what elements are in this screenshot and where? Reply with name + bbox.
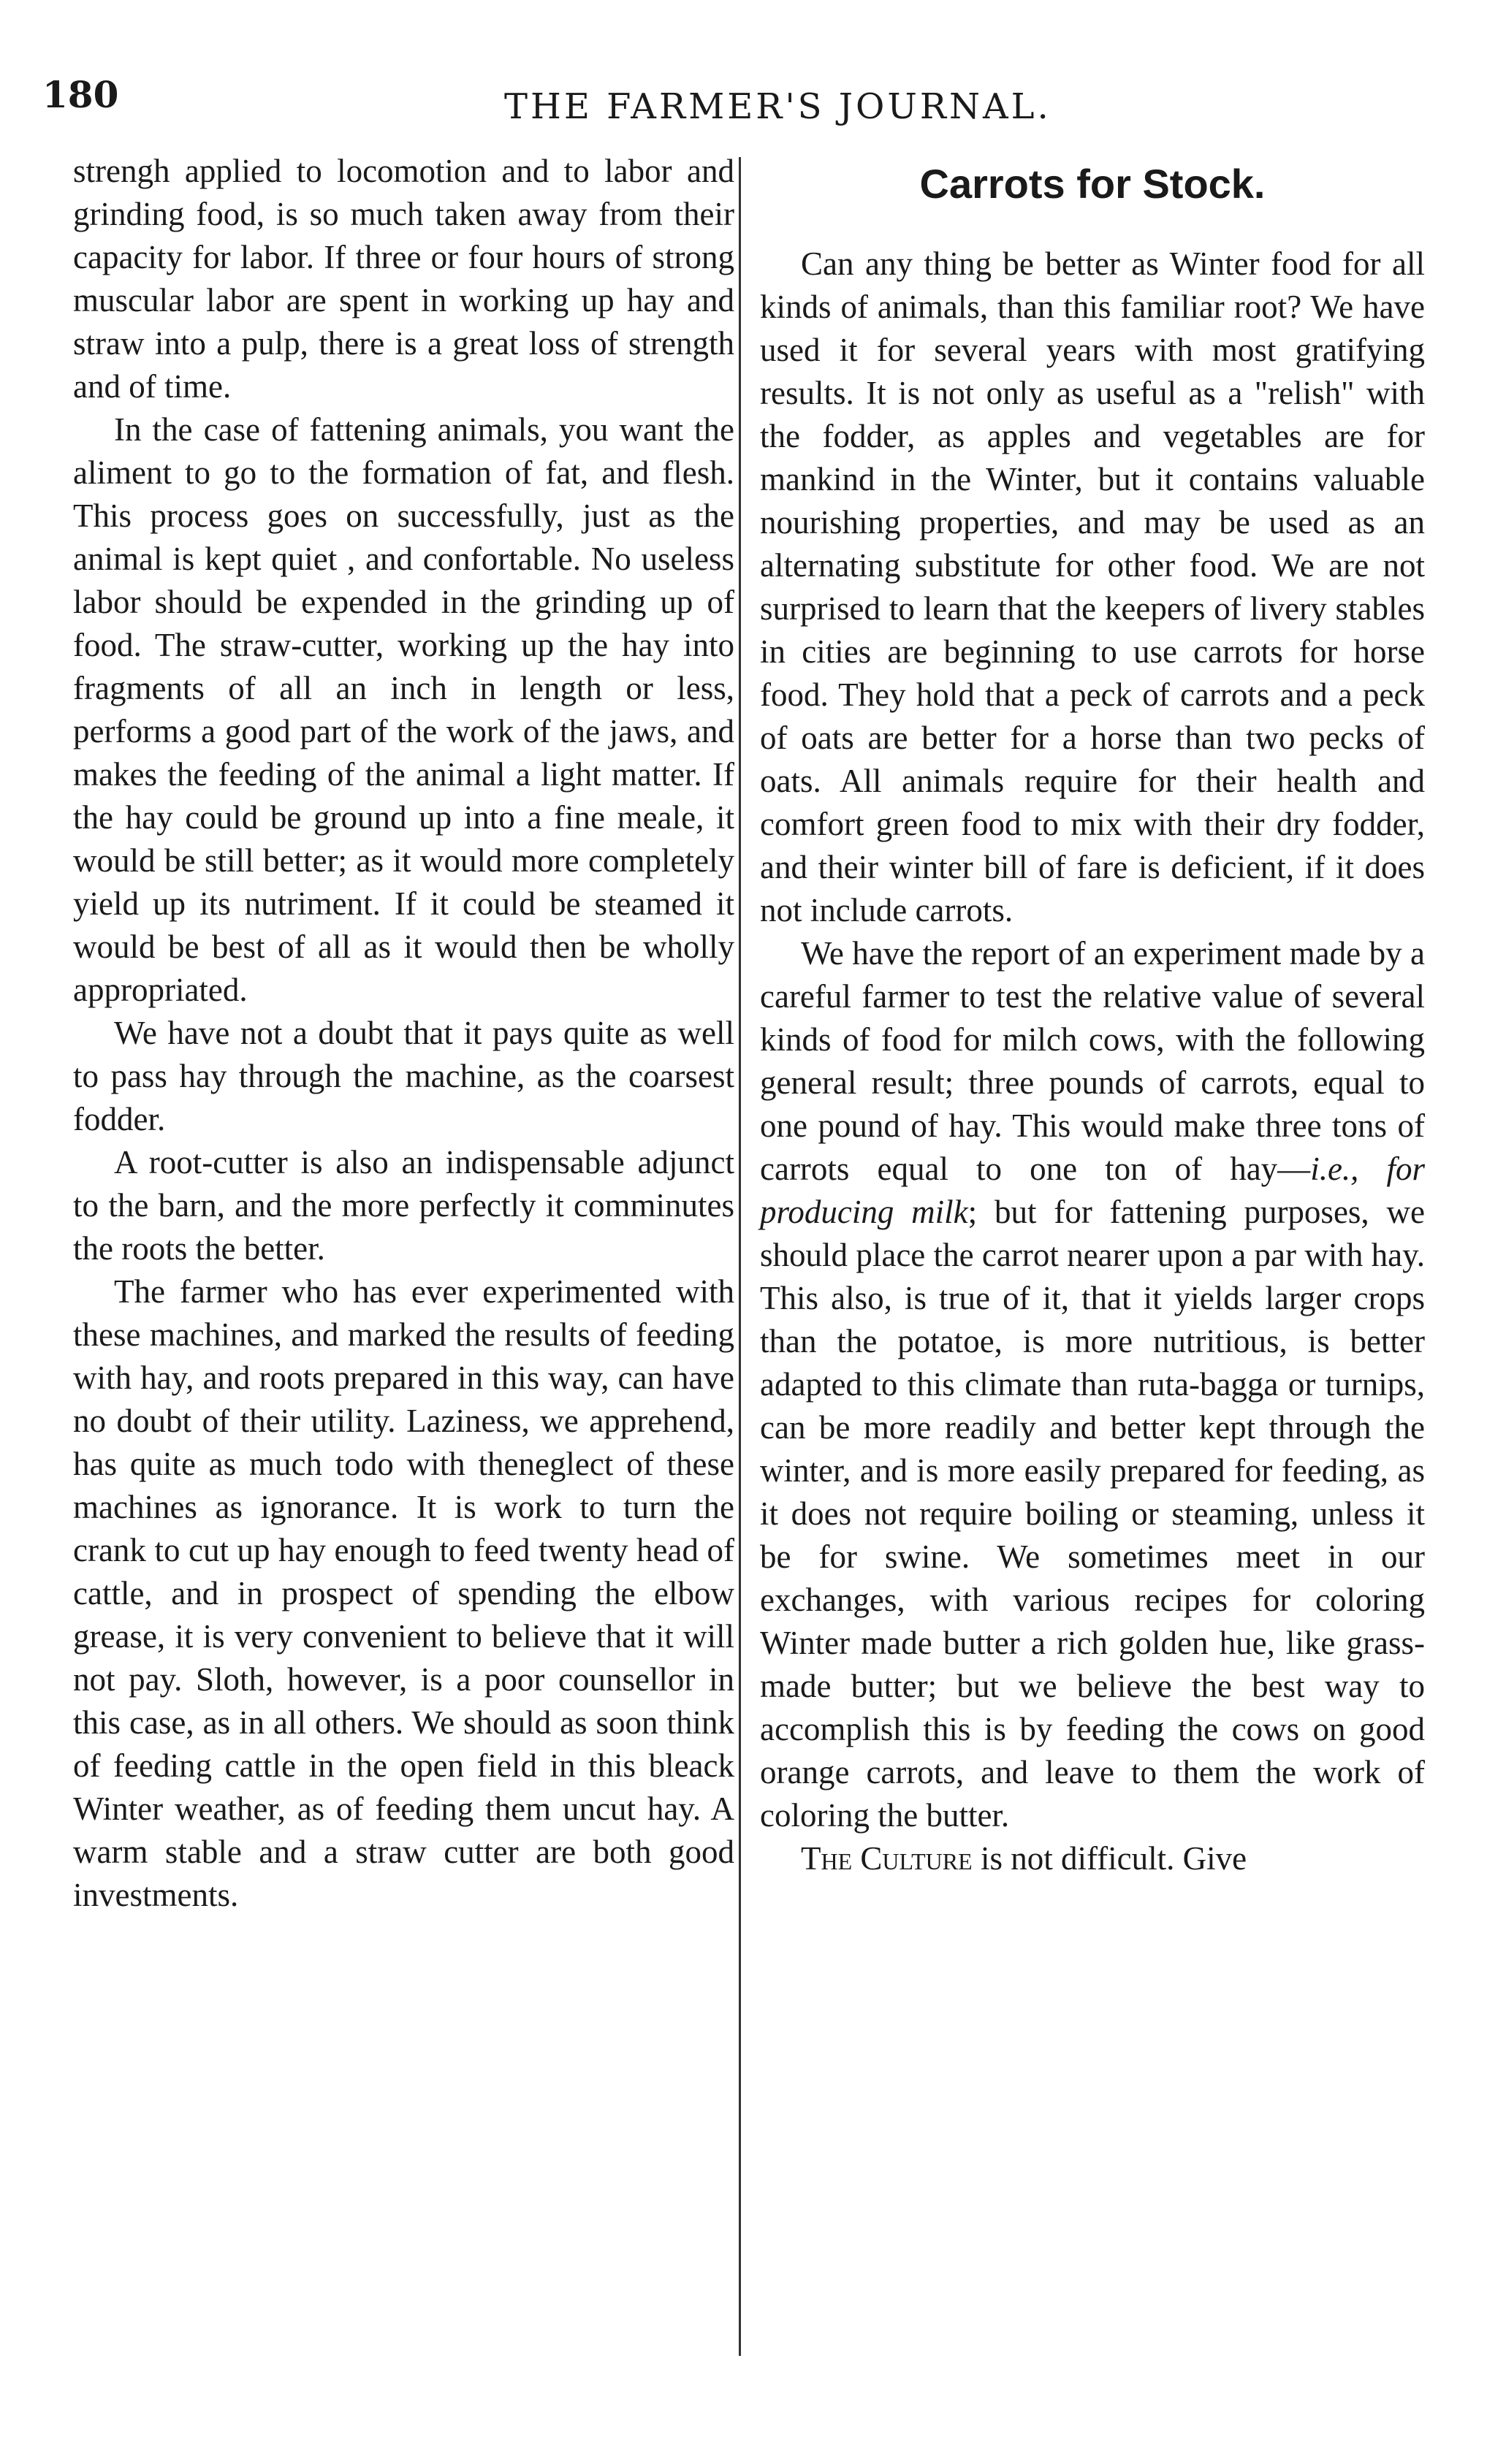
column-divider [739, 157, 741, 2356]
running-title: THE FARMER'S JOURNAL. [504, 86, 1051, 127]
left-paragraph-5: The farmer who has ever experimented with these machines, and marked the results of feeding with hay, and roots prepared in this way, can have no doubt of their utility. Laziness, we apprehend, has quite as much todo with theneglect of these machines as ignorance. It is work to turn the crank to cut up hay enough to feed twenty head of cattle, and in prospect of spending the elbow grease, it is very convenient to believe that it will not pay. Sloth, however, is a poor counsellor in this case, as in all others. We should as soon think of feeding cattle in the open field in this bleack Winter weather, as of feeding them uncut hay. A warm stable and a straw cutter are both good investments. [73, 1273, 734, 1913]
page-number: 180 [42, 73, 119, 116]
right-paragraph-3 [760, 1837, 1425, 1880]
left-paragraph-3: We have not a doubt that it pays quite as well to pass hay through the machine, as the coarsest fodder. [73, 1015, 734, 1137]
italic-phrase: i.e., for producing milk [760, 1151, 1425, 1230]
page-header [0, 0, 1506, 131]
left-paragraph-4: A root-cutter is also an indispensable adjunct to the barn, and the more perfectly it comminutes the roots the better. [73, 1144, 734, 1267]
left-paragraph-2: In the case of fattening animals, you want the aliment to go to the formation of fat, and flesh. This process goes on successfully, just as the animal is kept quiet , and confortable. No useless labor should be expended in the grinding up of food. The straw-cutter, working up the hay into fragments of all an inch in length or less, performs a good part of the work of the jaws, and makes the feeding of the animal a light matter. If the hay could be ground up into a fine meale, it would be still better; as it would more completely yield up its nutriment. If it could be steamed it would be best of all as it would then be wholly appropriated. [73, 411, 734, 1008]
left-column [73, 150, 734, 1917]
right-paragraph-1: Can any thing be better as Winter food for all kinds of animals, than this familiar root? We have used it for several years with most gratifying results. It is not only as useful as a "relish" with the fodder, as apples and vegetables are for mankind in the Winter, but it contains valuable nourishing properties, and may be used as an alternating substitute for other food. We are not surprised to learn that the keepers of livery stables in cities are beginning to use carrots for horse food. They hold that a peck of carrots and a peck of oats are better for a horse than two pecks of oats. All animals require for their health and comfort green food to mix with their dry fodder, and their winter bill of fare is deficient, if it does not include carrots. [760, 245, 1425, 928]
right-paragraph-2-end: ; but for fattening purposes, we should place the carrot nearer upon a par with hay. This also, is true of it, that it yields larger crops than the potatoe, is more nutritious, is better adapted to this climate than ruta-bagga or turnips, can be more readily and better kept through the winter, and is more easily prepared for feeding, as it does not require boiling or steaming, unless it be for swine. We sometimes meet in our exchanges, with various recipes for coloring Winter made butter a rich golden hue, like grass-made butter; but we believe the best way to accomplish this is by feeding the cows on good orange carrots, and leave to them the work of coloring the butter. [760, 1194, 1425, 1834]
left-paragraph-1: strengh applied to locomotion and to labor and grinding food, is so much taken away from their capacity for labor. If three or four hours of strong muscular labor are spent in working up hay and straw into a pulp, there is a great loss of strength and of time. [73, 153, 734, 405]
right-paragraph-3-text: is not difficult. Give [972, 1840, 1247, 1877]
right-paragraph-2 [760, 932, 1425, 1837]
right-paragraph-2-start: We have the report of an experiment made by a careful farmer to test the relative value of several kinds of food for milch cows, with the following general result; three pounds of carrots, equal to one pound of hay. This would make three tons of carrots equal to one ton of hay— [760, 935, 1425, 1187]
right-column [760, 150, 1425, 1880]
section-lead-in: The Culture [801, 1840, 973, 1877]
article-title: Carrots for Stock. [919, 161, 1266, 207]
